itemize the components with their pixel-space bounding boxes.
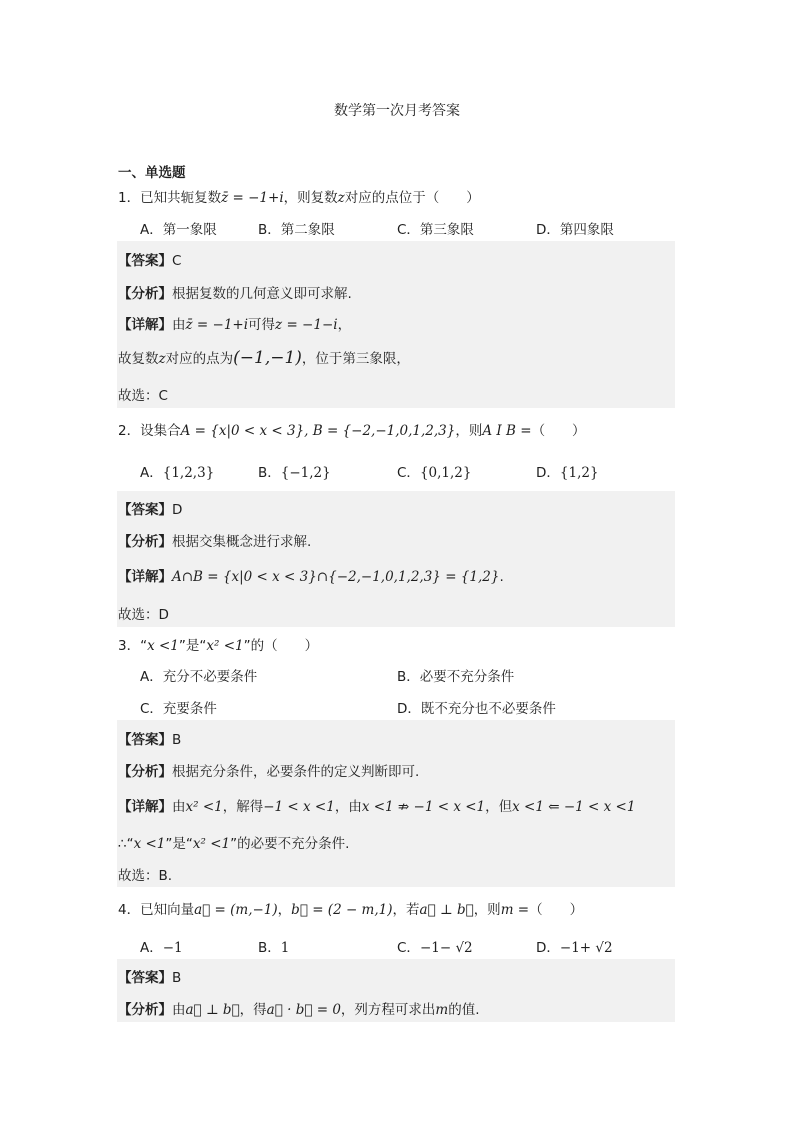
answer-value: D xyxy=(172,502,183,518)
detail-text: 可得 xyxy=(248,317,276,333)
detail-text: 对应的点为 xyxy=(165,351,234,367)
question-text: ， xyxy=(277,902,292,918)
option-d: D．第四象限 xyxy=(536,222,614,238)
math-expression: a⃗ = (m,−1) xyxy=(194,902,278,918)
math-expression: a⃗ · b⃗ = 0 xyxy=(266,1002,341,1018)
math-expression: z̄ = −1+i xyxy=(185,317,249,333)
option-letter: D． xyxy=(536,940,560,956)
question-text: ，则复数 xyxy=(283,190,338,206)
answer-line xyxy=(118,249,181,269)
answer-label: 【答案】 xyxy=(118,253,172,269)
analysis-text: ，得 xyxy=(239,1002,267,1018)
option-a: A．充分不必要条件 xyxy=(140,669,258,685)
question-2 xyxy=(118,419,586,439)
analysis-text: 根据交集概念进行求解. xyxy=(172,534,312,550)
analysis-label: 【分析】 xyxy=(118,286,172,302)
detail-label: 【详解】 xyxy=(118,799,172,815)
option-d: D．既不充分也不必要条件 xyxy=(397,701,556,717)
math-variable: z xyxy=(158,351,166,367)
option-value: {−1,2} xyxy=(280,465,331,481)
analysis-line xyxy=(118,760,419,780)
option-letter: C． xyxy=(397,940,420,956)
math-expression: x <1 xyxy=(147,638,179,654)
option-c: C．第三象限 xyxy=(397,222,474,238)
option-a: A．第一象限 xyxy=(140,222,217,238)
option-value: 1 xyxy=(280,940,290,956)
choose-label: 故选： xyxy=(118,607,159,623)
choose-value: D xyxy=(158,607,169,623)
math-expression: a⃗ ⊥ b⃗ xyxy=(185,1002,240,1018)
math-expression: A∩B = {x|0 < x < 3}∩{−2,−1,0,1,2,3} = {1,2} xyxy=(172,569,500,585)
question-text: ，则 xyxy=(473,902,501,918)
answer-line xyxy=(118,728,181,748)
choose-value: C xyxy=(158,388,168,404)
choose-value: B. xyxy=(158,868,173,884)
question-number: 3． xyxy=(118,638,141,654)
analysis-text: 由 xyxy=(172,1002,186,1018)
answer-value: C xyxy=(172,253,182,269)
detail-text: ，但 xyxy=(485,799,513,815)
choose-line xyxy=(118,384,168,404)
question-number: 2． xyxy=(118,423,141,439)
option-letter: D． xyxy=(536,465,560,481)
detail-label: 【详解】 xyxy=(118,317,172,333)
detail-text: ，位于第三象限， xyxy=(301,351,410,367)
option-value: {1,2} xyxy=(559,465,599,481)
answer-line xyxy=(118,966,181,986)
option-c xyxy=(397,936,473,956)
detail-line-2 xyxy=(118,347,410,368)
question-4 xyxy=(118,898,583,918)
detail-line xyxy=(118,313,351,333)
option-a xyxy=(140,936,183,956)
math-expression: −1 < x <1 xyxy=(263,799,335,815)
detail-line xyxy=(118,565,504,585)
option-b: B．第二象限 xyxy=(258,222,335,238)
question-text: “ xyxy=(140,638,148,654)
math-expression: m = xyxy=(500,902,530,918)
detail-text: 由 xyxy=(172,799,186,815)
math-expression: A = {x|0 < x < 3}, B = {−2,−1,0,1,2,3} xyxy=(180,423,456,439)
detail-line xyxy=(118,795,635,815)
math-expression: x <1 xyxy=(133,836,166,852)
detail-text: 故复数 xyxy=(118,351,159,367)
option-value: −1− √2 xyxy=(419,940,473,956)
choose-label: 故选： xyxy=(118,868,159,884)
question-text: 已知向量 xyxy=(140,902,195,918)
detail-text: ， xyxy=(337,317,352,333)
option-b: B．必要不充分条件 xyxy=(397,669,515,685)
math-expression: A I B = xyxy=(482,423,532,439)
analysis-text: ，列方程可求出 xyxy=(340,1002,436,1018)
detail-text: 由 xyxy=(172,317,186,333)
question-text: ”是“ xyxy=(178,638,207,654)
question-text: （ ） xyxy=(531,423,586,439)
answer-label: 【答案】 xyxy=(118,502,172,518)
math-expression: x² <1 xyxy=(206,638,244,654)
math-expression: a⃗ ⊥ b⃗ xyxy=(419,902,474,918)
answer-label: 【答案】 xyxy=(118,732,172,748)
option-value: −1 xyxy=(162,940,183,956)
option-letter: C． xyxy=(397,465,420,481)
choose-line xyxy=(118,603,169,623)
option-letter: B． xyxy=(258,465,281,481)
option-b xyxy=(258,461,331,481)
option-letter: B． xyxy=(258,940,281,956)
analysis-label: 【分析】 xyxy=(118,764,172,780)
choose-line xyxy=(118,864,172,884)
detail-text: ”的必要不充分条件. xyxy=(230,836,350,852)
math-expression: x² <1 xyxy=(192,836,231,852)
option-letter: A． xyxy=(140,465,163,481)
math-expression: (−1,−1) xyxy=(233,348,302,368)
math-variable: m xyxy=(435,1002,449,1018)
question-3 xyxy=(118,634,318,654)
option-b xyxy=(258,936,289,956)
detail-label: 【详解】 xyxy=(118,569,172,585)
math-expression: z = −1−i xyxy=(275,317,338,333)
option-letter: A． xyxy=(140,940,163,956)
analysis-line xyxy=(118,530,311,550)
detail-text: . xyxy=(499,569,504,585)
analysis-label: 【分析】 xyxy=(118,1002,172,1018)
question-1 xyxy=(118,186,480,206)
math-expression: z̄ = −1+i xyxy=(221,190,284,206)
math-expression: x² <1 xyxy=(185,799,223,815)
question-number: 4． xyxy=(118,902,141,918)
page-title: 数学第一次月考答案 xyxy=(334,103,460,119)
option-d xyxy=(536,936,613,956)
question-text: ，则 xyxy=(455,423,483,439)
therefore-symbol: ∴ xyxy=(118,836,127,852)
option-value: {1,2,3} xyxy=(162,465,215,481)
choose-label: 故选： xyxy=(118,388,159,404)
question-text: 设集合 xyxy=(140,423,181,439)
option-d xyxy=(536,461,599,481)
solution-box xyxy=(117,491,675,627)
answer-label: 【答案】 xyxy=(118,970,172,986)
question-text: 已知共轭复数 xyxy=(140,190,222,206)
question-text: ，若 xyxy=(392,902,420,918)
detail-text: “ xyxy=(126,836,134,852)
detail-text: ，解得 xyxy=(222,799,264,815)
answer-value: B xyxy=(172,970,182,986)
option-a xyxy=(140,461,214,481)
question-text: ”的（ ） xyxy=(243,638,319,654)
analysis-text: 根据复数的几何意义即可求解. xyxy=(172,286,352,302)
answer-line xyxy=(118,498,182,518)
question-number: 1． xyxy=(118,190,141,206)
detail-text: ，由 xyxy=(334,799,362,815)
conclusion-line xyxy=(118,832,349,852)
option-c: C．充要条件 xyxy=(140,701,217,717)
question-text: 对应的点位于（ ） xyxy=(344,190,480,206)
option-c xyxy=(397,461,471,481)
math-expression: x <1 ⇐ −1 < x <1 xyxy=(512,799,636,815)
answer-value: B xyxy=(172,732,182,748)
option-value: {0,1,2} xyxy=(419,465,472,481)
math-variable: z xyxy=(337,190,345,206)
option-value: −1+ √2 xyxy=(559,940,613,956)
math-expression: b⃗ = (2 − m,1) xyxy=(291,902,393,918)
question-text: （ ） xyxy=(529,902,584,918)
analysis-label: 【分析】 xyxy=(118,534,172,550)
analysis-line xyxy=(118,282,352,302)
analysis-text: 的值. xyxy=(448,1002,480,1018)
math-expression: x <1 ⇏ −1 < x <1 xyxy=(361,799,486,815)
detail-text: ”是“ xyxy=(165,836,193,852)
analysis-line xyxy=(118,998,480,1018)
section-heading: 一、单选题 xyxy=(118,165,186,181)
analysis-text: 根据充分条件，必要条件的定义判断即可. xyxy=(172,764,420,780)
